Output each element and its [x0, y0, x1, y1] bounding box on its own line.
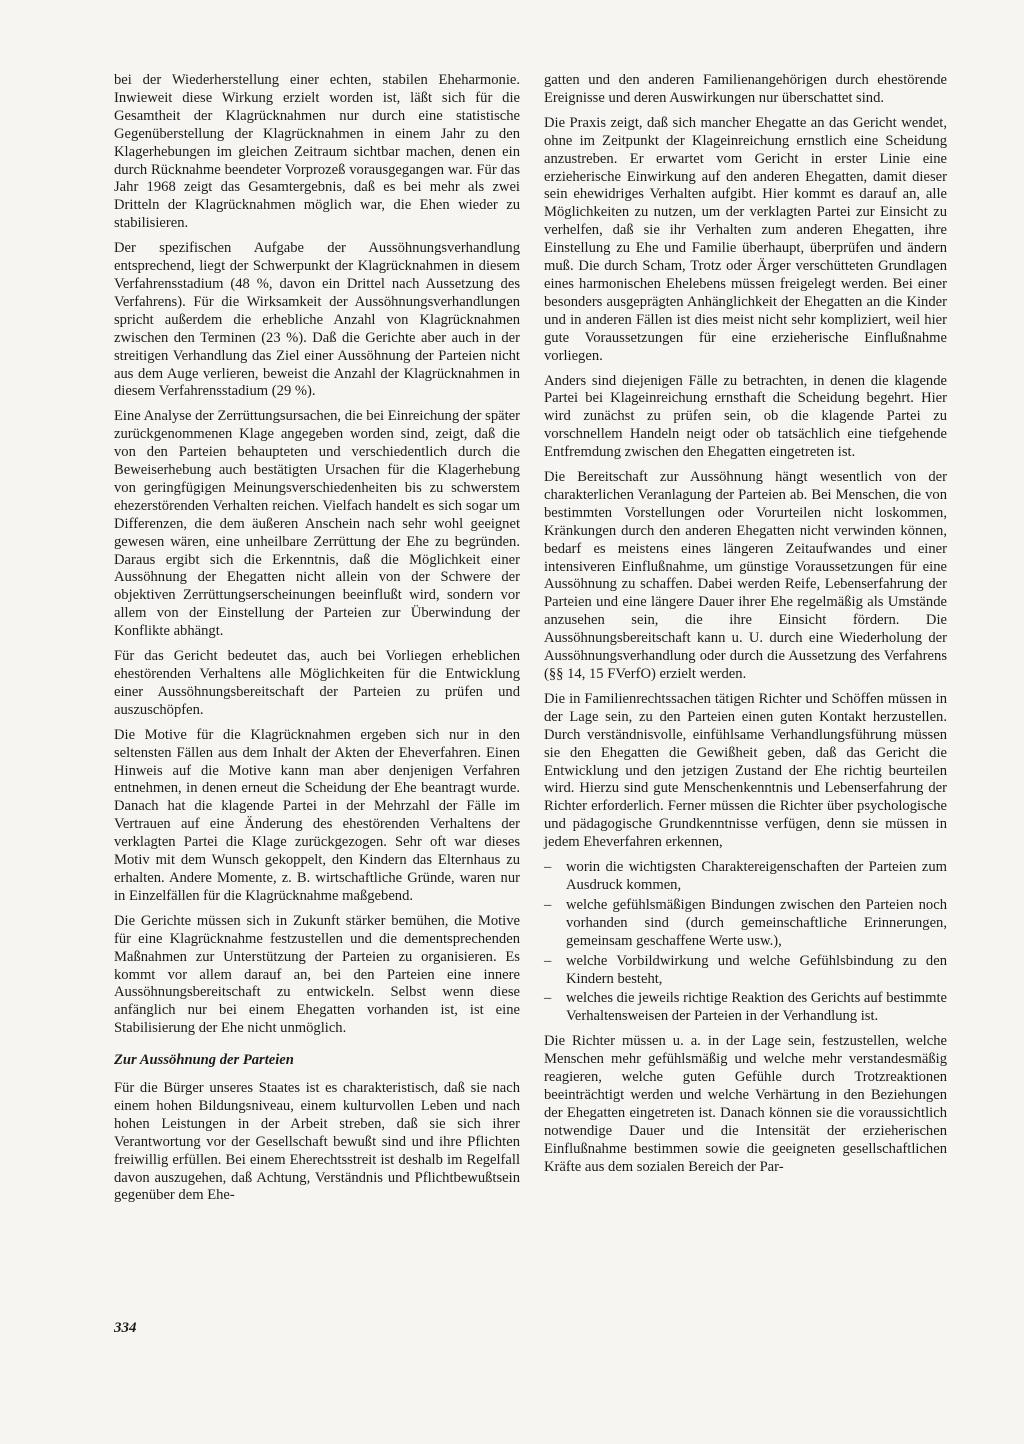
- page-number: 334: [114, 1320, 137, 1336]
- paragraph: Die Richter müssen u. a. in der Lage sein, festzustellen, welche Menschen mehr gefühlsmäßig und welche mehr verstandesmäßig reagieren, welche guten Gefühle durch Trotzreaktionen beeinträchtigt werden und welche Verhärtung in den Beziehungen der Ehegatten eingetreten ist. Danach können sie die voraussichtlich notwendige Dauer und die Intensität der erzieherischen Einflußnahme bestimmen sowie die geeigneten gesellschaftlichen Kräfte aus dem sozialen Bereich der Par-: [544, 1033, 947, 1175]
- section-heading: Zur Aussöhnung der Parteien: [114, 1052, 294, 1069]
- paragraph: Die Bereitschaft zur Aussöhnung hängt wesentlich von der charakterlichen Veranlagung der Parteien ab. Bei Menschen, die von bestimmten Vorstellungen oder Vorurteilen nicht loskommen, Kränkungen durch den anderen Ehegatten nicht verwinden können, bedarf es meistens eines längeren Zeitaufwandes und einer intensiveren Einflußnahme, um günstige Voraussetzungen für eine Aussöhnung zu schaffen. Dabei werden Reife, Lebenserfahrung der Parteien und eine längere Dauer ihrer Ehe regelmäßig als Umstände anzusehen sein, die ihre Einsicht fördern. Die Aussöhnungsbereitschaft kann u. U. durch eine Wiederholung der Aussöhnungsverhandlung oder durch die Aussetzung des Verfahrens (§§ 14, 15 FVerfO) erzielt werden.: [544, 469, 947, 682]
- paragraph: Die in Familienrechtssachen tätigen Richter und Schöffen müssen in der Lage sein, zu den Parteien einen guten Kontakt herzustellen. Durch verständnisvolle, einfühlsame Verhandlungsführung müssen sie den Ehegatten die Gewißheit geben, daß das Gericht die Entwicklung und den jetzigen Zustand der Ehe richtig beurteilen wird. Hierzu sind gute Menschenkenntnis und Lebenserfahrung der Richter erforderlich. Ferner müssen die Richter über psychologische und pädagogische Grundkenntnisse verfügen, denn sie müssen in jedem Eheverfahren erkennen,: [544, 690, 947, 851]
- paragraph: Für die Bürger unseres Staates ist es charakteristisch, daß sie nach einem hohen Bildungsniveau, einem kulturvollen Leben und nach hohen Leistungen in der Arbeit streben, daß sie sich ihrer Verantwortung vor der Gesellschaft bewußt sind und ihre Pflichten freiwillig erfüllen. Bei einem Eherechtsstreit ist deshalb im Regelfall davon auszugehen, daß Achtung, Verständnis und Pflichtbewußtsein gegenüber dem Ehe-: [114, 1080, 520, 1204]
- paragraph: Der spezifischen Aufgabe der Aussöhnungsverhandlung entsprechend, liegt der Schwerpunkt der Klagrücknahmen in diesem Verfahrensstadium (48 %, davon ein Drittel nach Aussetzung des Verfahrens). Für die Wirksamkeit der Aussöhnungsverhandlungen spricht außerdem die erhebliche Anzahl von Klagrücknahmen zwischen den Terminen (23 %). Daß die Gerichte aber auch in der streitigen Verhandlung das Ziel einer Aussöhnung der Parteien nicht aus dem Auge verlieren, beweist die Anzahl der Klagrücknahmen in diesem Verfahrensstadium (29 %).: [114, 240, 520, 400]
- left-column: [114, 72, 520, 1212]
- dash-list: [544, 859, 947, 1026]
- paragraph: gatten und den anderen Familienangehörigen durch ehestörende Ereignisse und deren Auswirkungen nur überschattet sind.: [544, 72, 947, 106]
- paragraph: Die Motive für die Klagrücknahmen ergeben sich nur in den seltensten Fällen aus dem Inhalt der Akten der Eheverfahren. Einen Hinweis auf die Motive kann man aber denjenigen Verfahren entnehmen, in denen erneut die Scheidung der Ehe beantragt wurde. Danach hat die klagende Partei in der Mehrzahl der Fälle im Vertrauen auf eine Änderung des ehestörenden Verhaltens der verklagten Partei die Klage zurückgezogen. Sehr oft war dieses Motiv mit dem Wunsch gekoppelt, den Kindern das Elternhaus zu erhalten. Andere Momente, z. B. wirtschaftliche Gründe, waren nur in Einzelfällen für die Klagrücknahme maßgebend.: [114, 726, 520, 904]
- paragraph: Anders sind diejenigen Fälle zu betrachten, in denen die klagende Partei bei Klageinreichung ernsthaft die Scheidung begehrt. Hier wird zunächst zu prüfen sein, ob die klagende Partei zu vorschnellem Handeln neigt oder ob tatsächlich eine tiefgehende Entfremdung zwischen den Ehegatten eingetreten ist.: [544, 372, 947, 461]
- list-item: – worin die wichtigsten Charaktereigenschaften der Parteien zum Ausdruck kommen,: [544, 859, 947, 895]
- list-item: – welche Vorbildwirkung und welche Gefühlsbindung zu den Kindern besteht,: [544, 953, 947, 989]
- paragraph: Die Praxis zeigt, daß sich mancher Ehegatte an das Gericht wendet, ohne im Zeitpunkt der Klageinreichung ernstlich eine Scheidung anzustreben. Er erwartet vom Gericht in erster Linie eine erzieherische Einwirkung auf den anderen Ehegatten, damit dieser sein ehewidriges Verhalten aufgibt. Hier kommt es darauf an, alle Möglichkeiten zu nutzen, um der verklagten Partei zur Einsicht zu verhelfen, daß sie ihr Verhalten zum anderen Ehegatten, ihre Einstellung zu Ehe und Familie überhaupt, überprüfen und ändern muß. Die durch Scham, Trotz oder Ärger verschütteten Grundlagen eines harmonischen Ehelebens müssen freigelegt werden. Bei einer besonders ausgeprägten Anhänglichkeit der Ehegatten an die Kinder und in anderen Fällen ist dies meist nicht sehr kompliziert, weil hier gute Voraussetzungen für eine erzieherische Einflußnahme vorliegen.: [544, 114, 947, 364]
- right-column: [544, 72, 947, 1183]
- list-item: – welches die jeweils richtige Reaktion des Gerichts auf bestimmte Verhaltensweisen der Parteien in der Verhandlung ist.: [544, 990, 947, 1026]
- paragraph: Eine Analyse der Zerrüttungsursachen, die bei Einreichung der später zurückgenommenen Klage angegeben worden sind, zeigt, daß die von den Parteien behaupteten und verschiedentlich durch die Beweiserhebung auch bestätigten Ursachen für die Klagerhebung von geringfügigen Meinungsverschiedenheiten bis zu schwerstem ehezerstörenden Verhalten reichen. Vielfach handelt es sich sogar um Differenzen, die dem äußeren Anschein nach sehr wohl geeignet gewesen wären, eine unheilbare Zerrüttung der Ehe zu begründen. Daraus ergibt sich die Erkenntnis, daß die Möglichkeit einer Aussöhnung der Ehegatten nicht allein von der Schwere der objektiven Zerrüttungserscheinungen beeinflußt wird, sondern vor allem von der Einstellung der Parteien zur Überwindung der Konflikte abhängt.: [114, 408, 520, 640]
- paragraph: bei der Wiederherstellung einer echten, stabilen Eheharmonie. Inwieweit diese Wirkung erzielt worden ist, läßt sich für die Gesamtheit der Klagrücknahmen nur durch eine statistische Gegenüberstellung der Klagrücknahmen in einem Jahr zu den Klagerhebungen im gleichen Zeitraum sichtbar machen, denen ein durch Rücknahme beendeter Vorprozeß vorausgegangen war. Für das Jahr 1968 zeigt das Gesamtergebnis, daß es bei mehr als zwei Dritteln der Klagrücknahmen möglich war, die Ehen wieder zu stabilisieren.: [114, 72, 520, 232]
- paragraph: Für das Gericht bedeutet das, auch bei Vorliegen erheblichen ehestörenden Verhaltens alle Möglichkeiten für die Entwicklung einer Aussöhnungsbereitschaft der Parteien zu prüfen und auszuschöpfen.: [114, 648, 520, 718]
- list-item: – welche gefühlsmäßigen Bindungen zwischen den Parteien noch vorhanden sind (durch gemeinschaftliche Erinnerungen, gemeinsam geschaffene Werte usw.),: [544, 897, 947, 951]
- paragraph: Die Gerichte müssen sich in Zukunft stärker bemühen, die Motive für eine Klagrücknahme festzustellen und die dementsprechenden Maßnahmen zur Unterstützung der Parteien zu organisieren. Es kommt vor allem darauf an, bei den Parteien eine innere Aussöhnungsbereitschaft zu entwickeln. Selbst wenn diese anfänglich nur bei einem Ehegatten vorhanden ist, ist eine Stabilisierung der Ehe nicht unmöglich.: [114, 912, 520, 1037]
